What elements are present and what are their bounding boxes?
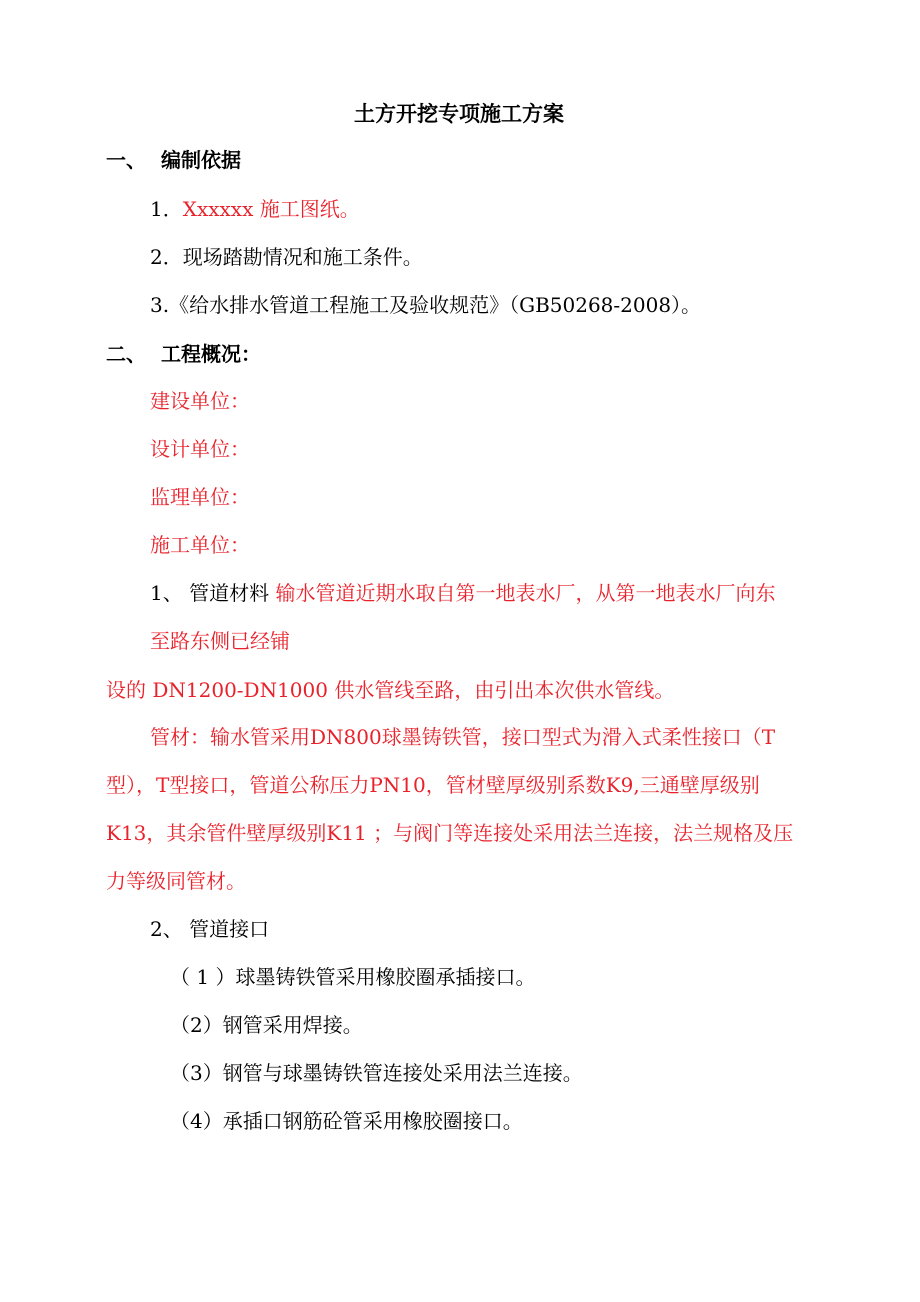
section-title: 工程概况： <box>161 342 261 366</box>
section-heading-2 <box>106 341 261 367</box>
joint-item-2: （2）钢管采用焊接。 <box>170 1013 363 1037</box>
item-1-line-2: 至路东侧已经铺 <box>150 629 290 653</box>
material-line-2: 型），T型接口，管道公称压力PN10，管材壁厚级别系数K9,三通壁厚级别 <box>106 773 760 797</box>
joint-item-1: （ 1 ）球墨铸铁管采用橡胶圈承插接口。 <box>170 965 536 989</box>
item-1-line-1 <box>150 580 775 606</box>
item-label: 1、 管道材料 <box>150 581 270 605</box>
page-title: 土方开挖专项施工方案 <box>354 101 564 126</box>
section-heading-1 <box>106 147 241 173</box>
item-text: 现场踏勘情况和施工条件。 <box>182 245 423 269</box>
party-design-unit: 设计单位： <box>150 437 250 461</box>
item-number: 1． <box>150 197 183 221</box>
basis-item-2 <box>150 244 423 270</box>
item-2-heading: 2、 管道接口 <box>150 917 270 941</box>
item-number: 3. <box>150 293 170 317</box>
basis-item-1 <box>150 196 360 222</box>
section-number: 二、 <box>106 342 146 366</box>
joint-item-4: （4）承插口钢筋砼管采用橡胶圈接口。 <box>170 1109 523 1133</box>
party-construction-unit: 建设单位： <box>150 389 250 413</box>
basis-item-3 <box>150 292 701 318</box>
material-line-4: 力等级同管材。 <box>106 869 246 893</box>
item-text: 《给水排水管道工程施工及验收规范》（GB50268-2008）。 <box>169 293 702 317</box>
item-1-line-3: 设的 DN1200-DN1000 供水管线至路，由引出本次供水管线。 <box>106 678 675 702</box>
item-text: 输水管道近期水取自第一地表水厂，从第一地表水厂向东 <box>275 581 776 605</box>
section-title: 编制依据 <box>161 148 241 172</box>
joint-item-3: （3）钢管与球墨铸铁管连接处采用法兰连接。 <box>170 1061 583 1085</box>
item-text: Xxxxxx 施工图纸。 <box>182 197 360 221</box>
party-supervision-unit: 监理单位： <box>150 485 250 509</box>
material-line-3: K13，其余管件壁厚级别K11 ；与阀门等连接处采用法兰连接，法兰规格及压 <box>106 821 794 845</box>
material-line-1: 管材：输水管采用DN800球墨铸铁管，接口型式为滑入式柔性接口（T <box>150 725 776 749</box>
section-number: 一、 <box>106 148 146 172</box>
party-contractor-unit: 施工单位： <box>150 533 250 557</box>
item-number: 2． <box>150 245 183 269</box>
